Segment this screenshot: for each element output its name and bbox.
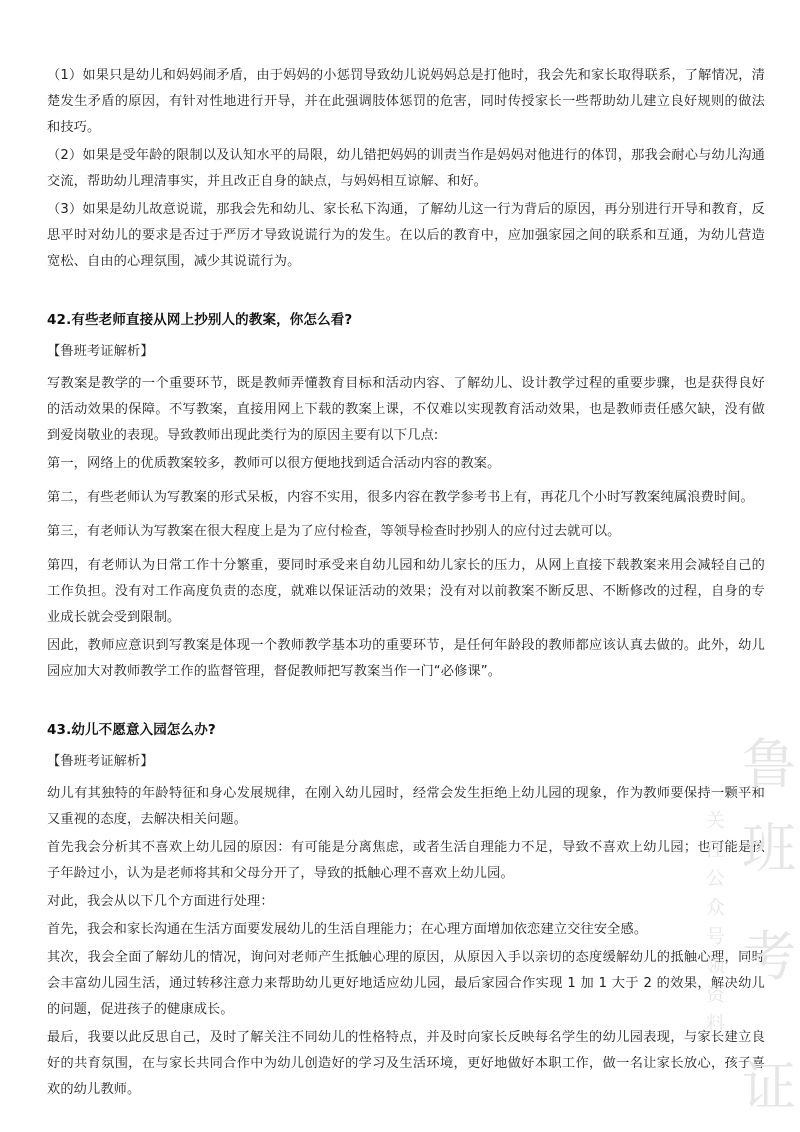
question-43-paragraph: 首先，我会和家长沟通在生活方面要发展幼儿的生活自理能力；在心理方面增加依恋建立交往安全感。 <box>47 922 648 937</box>
watermark-char: 班 <box>742 817 796 880</box>
watermark-subtitle: 关注公众号领资料 <box>703 810 725 1042</box>
watermark-char: 考 <box>742 925 796 988</box>
question-42-section <box>47 307 765 685</box>
question-42-paragraph: 因此，教师应意识到写教案是体现一个教师教学基本功的重要环节，是任何年龄段的教师都应该认真去做的。此外，幼儿园应加大对教师教学工作的监督管理，督促教师把写教案当作一门“必修课”。 <box>47 638 765 679</box>
question-43-paragraph: 其次，我会全面了解幼儿的情况，询问对老师产生抵触心理的原因，从原因入手以亲切的态度缓解幼儿的抵触心理，同时会丰富幼儿园生活，通过转移注意力来帮助幼儿更好地适应幼儿园，最后家园合作实现 1 加 1 大于 2 的效果，解决幼儿的问题，促进孩子的健康成长。 <box>47 950 765 1017</box>
question-43-paragraph: 首先我会分析其不喜欢上幼儿园的原因：有可能是分离焦虑，或者生活自理能力不足，导致不喜欢上幼儿园；也可能是孩子年龄过小，认为是老师将其和父母分开了，导致的抵触心理不喜欢上幼儿园。 <box>47 840 765 881</box>
answer-point-2: （2）如果是受年龄的限制以及认知水平的局限，幼儿错把妈妈的训责当作是妈妈对他进行的体罚，那我会耐心与幼儿沟通交流，帮助幼儿理清事实，并且改正自身的缺点，与妈妈相互谅解、和好。 <box>47 148 765 189</box>
question-43-paragraph: 最后，我要以此反思自己，及时了解关注不同幼儿的性格特点，并及时向家长反映每名学生的幼儿园表现，与家长建立良好的共育氛围，在与家长共同合作中为幼儿创造好的学习及生活环境，更好地做好本职工作，做一名让家长放心，孩子喜欢的幼儿教师。 <box>47 1030 765 1097</box>
question-42-analysis-tag: 【鲁班考证解析】 <box>47 344 154 359</box>
question-43-section <box>47 717 765 1103</box>
watermark-char: 证 <box>742 1055 796 1118</box>
question-43-title: 43.幼儿不愿意入园怎么办? <box>47 722 216 738</box>
answer-point-3: （3）如果是幼儿故意说谎，那我会先和幼儿、家长私下沟通，了解幼儿这一行为背后的原因，再分别进行开导和教育，反思平时对幼儿的要求是否过于严厉才导致说谎行为的发生。在以后的教育中，应加强家园之间的联系和互通，为幼儿营造宽松、自由的心理氛围，减少其说谎行为。 <box>47 202 765 269</box>
question-42-paragraph: 写教案是教学的一个重要环节，既是教师弄懂教育目标和活动内容、了解幼儿、设计教学过程的重要步骤，也是获得良好的活动效果的保障。不写教案，直接用网上下载的教案上课，不仅难以实现教育活动效果，也是教师责任感欠缺，没有做到爱岗敬业的表现。导致教师出现此类行为的原因主要有以下几点: <box>47 376 765 443</box>
question-43-analysis-tag: 【鲁班考证解析】 <box>47 754 154 769</box>
answer-point-1: （1）如果只是幼儿和妈妈闹矛盾，由于妈妈的小惩罚导致幼儿说妈妈总是打他时，我会先和家长取得联系，了解情况，清楚发生矛盾的原因，有针对性地进行开导，并在此强调肢体惩罚的危害，同时传授家长一些帮助幼儿建立良好规则的做法和技巧。 <box>47 68 765 135</box>
question-42-title: 42.有些老师直接从网上抄别人的教案，你怎么看? <box>47 312 353 328</box>
question-42-paragraph: 第三，有老师认为写教案在很大程度上是为了应付检查，等领导检查时抄别人的应付过去就可以。 <box>47 524 621 539</box>
question-43-paragraph: 对此，我会从以下几个方面进行处理： <box>47 894 274 909</box>
previous-answer-section <box>47 63 765 275</box>
document-body <box>47 63 765 1105</box>
question-42-paragraph: 第二，有些老师认为写教案的形式呆板，内容不实用，很多内容在教学参考书上有，再花几个小时写教案纯属浪费时间。 <box>47 490 754 505</box>
question-42-paragraph: 第四，有老师认为日常工作十分繁重，要同时承受来自幼儿园和幼儿家长的压力，从网上直接下载教案来用会减轻自己的工作负担。没有对工作高度负责的态度，就难以保证活动的效果；没有对以前教案不断反思、不断修改的过程，自身的专业成长就会受到限制。 <box>47 558 765 625</box>
watermark-char: 鲁 <box>742 733 796 796</box>
question-43-paragraph: 幼儿有其独特的年龄特征和身心发展规律，在刚入幼儿园时，经常会发生拒绝上幼儿园的现象，作为教师要保持一颗平和又重视的态度，去解决相关问题。 <box>47 786 765 827</box>
question-42-paragraph: 第一，网络上的优质教案较多，教师可以很方便地找到适合活动内容的教案。 <box>47 456 501 471</box>
